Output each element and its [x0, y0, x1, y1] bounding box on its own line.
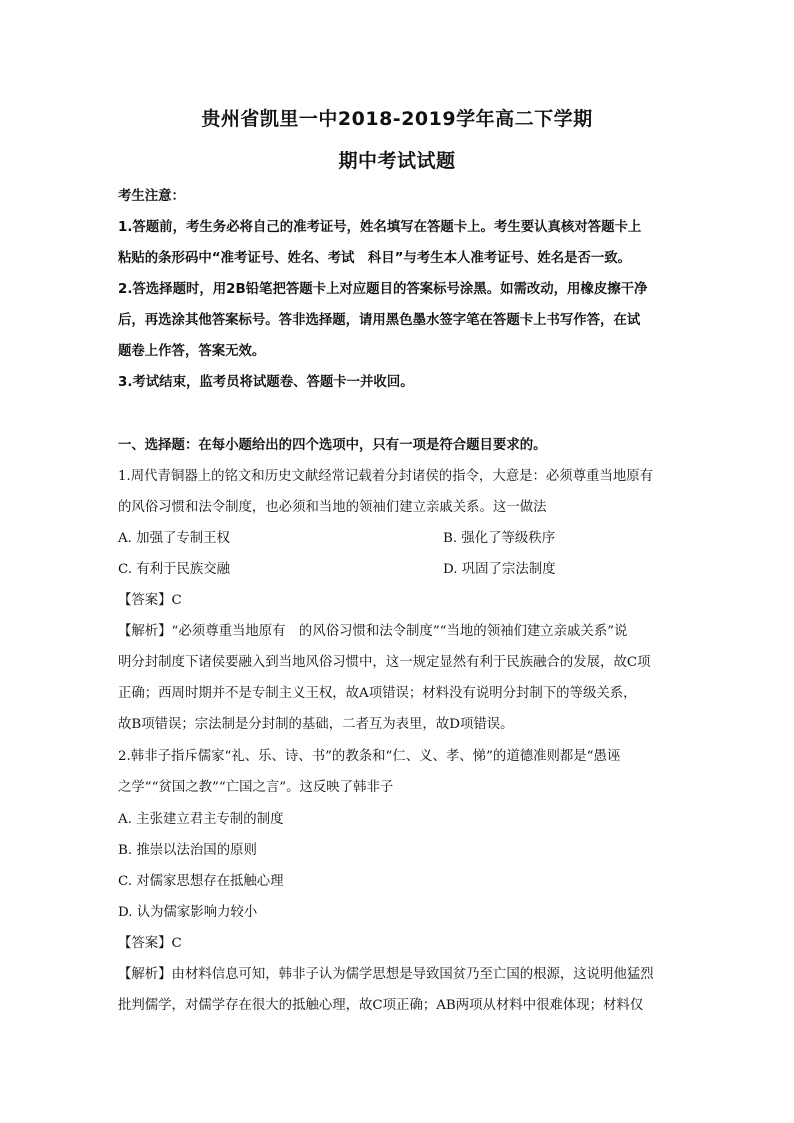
section-heading: 一、选择题：在每小题给出的四个选项中，只有一项是符合题目要求的。: [118, 438, 547, 453]
question-1-analysis: 明分封制度下诸侯要融入到当地风俗习惯中，这一规定显然有利于民族融合的发展，故C项: [118, 655, 651, 670]
notice-line: 1.答题前，考生务必将自己的准考证号，姓名填写在答题卡上。考生要认真核对答题卡上: [118, 220, 642, 235]
exam-title: 贵州省凯里一中2018-2019学年高二下学期: [201, 108, 593, 130]
notice-line: 粘贴的条形码中“准考证号、姓名、考试 科目”与考生本人准考证号、姓名是否一致。: [118, 251, 632, 266]
question-1-analysis: 正确；西周时期并不是专制主义王权，故A项错误；材料没有说明分封制下的等级关系，: [118, 686, 637, 701]
question-2-option-b: B. 推崇以法治国的原则: [118, 843, 257, 858]
question-1-stem: 的风俗习惯和法令制度，也必须和当地的领袖们建立亲戚关系。这一做法: [118, 500, 547, 515]
question-1-answer: 【答案】C: [118, 593, 182, 608]
question-1-option-d: D. 巩固了宗法制度: [443, 562, 556, 577]
exam-subtitle: 期中考试试题: [338, 150, 456, 172]
notice-line: 题卷上作答，答案无效。: [118, 344, 266, 359]
question-2-option-c: C. 对儒家思想存在抵触心理: [118, 874, 284, 889]
question-2-stem: 2.韩非子指斥儒家“礼、乐、诗、书”的教条和“仁、义、孝、悌”的道德准则都是“愚诬: [118, 749, 621, 764]
question-1-stem: 1.周代青铜器上的铭文和历史文献经常记载着分封诸侯的指令，大意是：必须尊重当地原有: [118, 469, 654, 484]
question-2-stem: 之学”“贫国之教”“亡国之言”。这反映了韩非子: [118, 780, 394, 795]
question-1-option-c: C. 有利于民族交融: [118, 562, 231, 577]
notice-line: 3.考试结束，监考员将试题卷、答题卡一并收回。: [118, 375, 414, 390]
notice-heading: 考生注意：: [118, 189, 185, 204]
question-2-analysis: 批判儒学，对儒学存在很大的抵触心理，故C项正确；AB两项从材料中很难体现；材料仅: [118, 998, 644, 1013]
question-2-answer: 【答案】C: [118, 936, 182, 951]
question-2-analysis: 【解析】由材料信息可知，韩非子认为儒学思想是导致国贫乃至亡国的根源，这说明他猛烈: [118, 967, 654, 982]
question-1-option-a: A. 加强了专制王权: [118, 531, 230, 546]
question-1-analysis: 【解析】“必须尊重当地原有 的风俗习惯和法令制度”“当地的领袖们建立亲戚关系”说: [118, 624, 628, 639]
question-1-option-b: B. 强化了等级秩序: [443, 531, 556, 546]
question-2-option-a: A. 主张建立君主专制的制度: [118, 812, 284, 827]
question-2-option-d: D. 认为儒家影响力较小: [118, 905, 258, 920]
notice-line: 2.答选择题时，用2B铅笔把答题卡上对应题目的答案标号涂黑。如需改动，用橡皮擦干净: [118, 282, 648, 297]
question-1-analysis: 故B项错误；宗法制是分封制的基础，二者互为表里，故D项错误。: [118, 717, 514, 732]
notice-line: 后，再选涂其他答案标号。答非选择题，请用黑色墨水签字笔在答题卡上书写作答，在试: [118, 313, 641, 328]
